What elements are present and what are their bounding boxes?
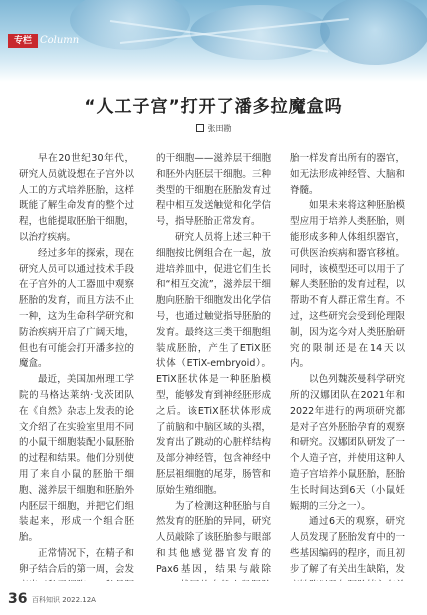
- text-column-1: [19, 151, 134, 581]
- text-column-2: [156, 151, 271, 581]
- paragraph: 研究人员将上述三种干细胞按比例组合在一起，放进培养皿中，促进它们生长和“相互交流”，滋养层干细胞向胚胎干细胞发出化学信号，也通过触觉指导胚胎的发育。最终这三类干细胞组装成胚胎，产生了ETiX胚状体（ETiX-embryoid）。ETiX胚状体是一种胚胎模型，能够发育到神经胚形成之后。该ETiX胚状体形成了前脑和中脑区域的头褶，发育出了跳动的心脏样结构及部分神经管，包含神经中胚层祖细胞的尾芽，肠管和原始生殖细胞。: [156, 231, 271, 496]
- paragraph: 的干细胞——滋养层干细胞和胚外内胚层干细胞。三种类型的干细胞在胚胎发育过程中相互发送触觉和化学信号，指导胚胎正常发育。: [156, 153, 271, 228]
- paragraph: 胎一样发育出所有的器官，如无法形成神经管、大脑和脊髓。: [290, 153, 405, 196]
- header-banner: [0, 0, 427, 82]
- author-box-icon: [196, 124, 204, 132]
- byline: [0, 123, 427, 134]
- magazine-issue: 百科知识 2022.12A: [32, 596, 96, 604]
- paragraph: 为了检测这种胚胎与自然发育的胚胎的异同，研究人员敲除了该胚胎参与眼部和其他感觉器官发育的Pax6基因，结果与敲除: [156, 500, 271, 575]
- article-title: “人工子宫”打开了潘多拉魔盒吗: [84, 97, 343, 117]
- paragraph: 最近，美国加州理工学院的马格达莱纳·戈茨团队在《自然》杂志上发表的论文介绍了在实验室里用不同的小鼠干细胞装配小鼠胚胎的过程和结果。他们分别使用了来自小鼠的胚胎干细胞、滋养层干细胞和胚胎外内胚层干细胞，并把它们组装起来，形成一个组合胚胎。: [19, 374, 134, 544]
- author-name: 张田勘: [207, 124, 232, 133]
- text-column-3: [290, 151, 405, 581]
- paragraph: 如果未来将这种胚胎模型应用于培养人类胚胎，则能形成多种人体组织器官，可供医治疾病和器官移植。同时，该模型还可以用于了解人类胚胎的发育过程，以帮助不育人群正常生育。不过，这些研究会受到伦理限制，因为迄今对人类胚胎研究的限制还是在14天以内。: [290, 200, 405, 370]
- column-tag: 专栏: [8, 34, 38, 48]
- paragraph: 通过6天的观察，研究人员发现了胚胎发育中的一些基因编码的程序，而且初步了解了有关出生缺陷，发: [290, 516, 405, 575]
- paragraph: 经过多年的探索，现在研究人员可以通过技术手段在子宫外的人工器皿中观察胚胎的发育，而且方法不止一种，这为生命科学研究和防治疾病开启了广阔天地，但也有可能会打开潘多拉的魔盒。: [19, 247, 134, 370]
- column-tag-english: Column: [40, 35, 80, 46]
- paragraph: 早在20世纪30年代，研究人员就设想在子宫外以人工的方式培养胚胎，这样既能了解生命发育的整个过程，也能提取胚胎干细胞，以治疗疾病。: [19, 153, 134, 243]
- paragraph: 正常情况下，在精子和卵子结合后的第一周，会发: [19, 547, 134, 575]
- banner-decoration: [320, 0, 427, 65]
- page-number: 36: [8, 591, 28, 607]
- paragraph: 以色列魏茨曼科学研究所的汉娜团队在2021年和2022年进行的两项研究都是对子宫外胚胎孕育的观察和研究。汉娜团队研发了一个人造子宫，并使用这种人造子宫培养小鼠胚胎，胚胎生长时间达到6天（小鼠妊娠期的三分之一）。: [290, 374, 405, 512]
- page-footer: [0, 583, 427, 615]
